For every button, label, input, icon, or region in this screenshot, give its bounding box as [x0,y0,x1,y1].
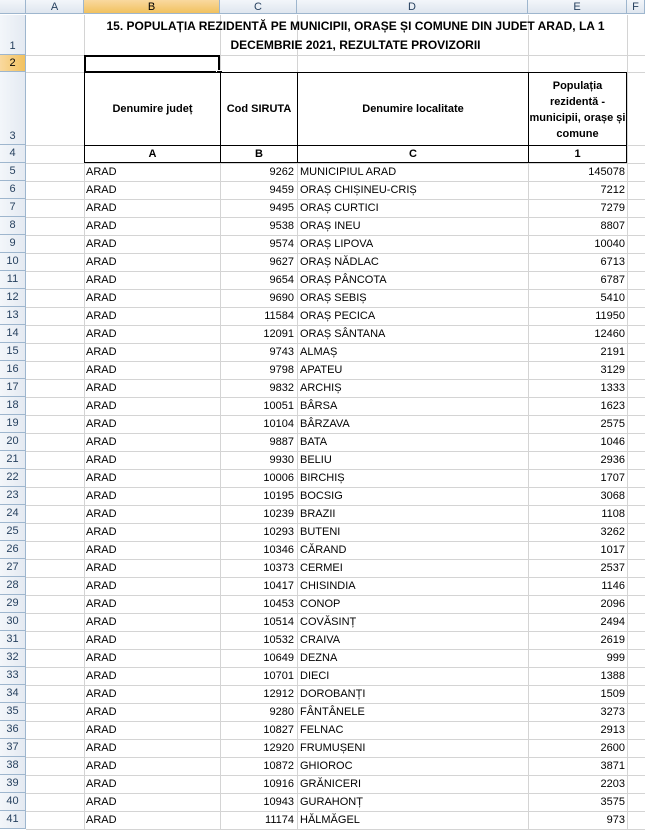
cell-judet[interactable]: ARAD [86,292,117,304]
cell-siruta[interactable]: 10417 [263,580,294,592]
cell-siruta[interactable]: 10827 [263,724,294,736]
cell-localitate[interactable]: HĂLMĂGEL [300,814,360,826]
cell-populatie[interactable]: 3262 [600,526,625,538]
row-header-25[interactable]: 25 [0,523,26,541]
cell-siruta[interactable]: 11174 [265,814,294,826]
row-header-37[interactable]: 37 [0,739,26,757]
row-header-30[interactable]: 30 [0,613,26,631]
cell-judet[interactable]: ARAD [86,616,117,628]
cell-localitate[interactable]: ALMAȘ [300,346,338,358]
cell-siruta[interactable]: 10293 [263,526,294,538]
cell-populatie[interactable]: 1707 [600,472,625,484]
cell-siruta[interactable]: 10239 [263,508,294,520]
sheet-title[interactable]: 15. POPULAȚIA REZIDENTĂ PE MUNICIPII, ORAȘE ȘI COMUNE DIN JUDET ARAD, LA 1 DECEMBRIE 2021, REZULTATE PROVIZORII [106,19,605,52]
cell-localitate[interactable]: ORAȘ SEBIȘ [300,292,367,304]
cell-localitate[interactable]: BELIU [300,454,332,466]
gridline-vertical [627,15,628,830]
row-header-24[interactable]: 24 [0,505,26,523]
cell-localitate[interactable]: ORAȘ NĂDLAC [300,256,379,268]
row-header-20[interactable]: 20 [0,433,26,451]
cell-populatie[interactable]: 2600 [600,742,625,754]
cell-populatie[interactable]: 999 [606,652,625,664]
table-row [84,775,627,793]
table-row [84,181,627,199]
cell-siruta[interactable]: 10006 [263,472,294,484]
row-header-32[interactable]: 32 [0,649,26,667]
table-row [84,505,627,523]
select-all-corner[interactable] [0,0,26,14]
row-header-6[interactable]: 6 [0,181,26,199]
cell-populatie[interactable]: 2619 [600,634,625,646]
cell-siruta[interactable]: 9262 [269,166,294,178]
header-populatie[interactable]: Populația rezidentă - municipii, orașe și comune [528,72,627,146]
cell-siruta[interactable]: 10373 [263,562,294,574]
row-header-7[interactable]: 7 [0,199,26,217]
cell-localitate[interactable]: DIECI [300,670,330,682]
cell-populatie[interactable]: 3575 [600,796,625,808]
table-row [84,415,627,433]
column-header-d[interactable]: D [297,0,528,14]
cell-populatie[interactable]: 1108 [601,508,625,520]
table-row [84,325,627,343]
cell-localitate[interactable]: CĂRAND [300,544,347,556]
cell-localitate[interactable]: CHISINDIA [300,580,356,592]
cell-siruta[interactable]: 10514 [263,616,294,628]
header-localitate[interactable]: Denumire localitate [297,72,529,146]
cell-localitate[interactable]: CRAIVA [300,634,341,646]
cell-judet[interactable]: ARAD [86,202,117,214]
cell-populatie[interactable]: 12460 [594,328,625,340]
cell-judet[interactable]: ARAD [86,436,117,448]
cell-populatie[interactable]: 973 [606,814,625,826]
cell-judet[interactable]: ARAD [86,688,117,700]
row-header-11[interactable]: 11 [0,271,26,289]
cell-localitate[interactable]: ORAȘ PÂNCOTA [300,274,387,286]
cell-localitate[interactable]: BIRCHIȘ [300,472,345,484]
cell-localitate[interactable]: COVĂSINȚ [300,616,357,628]
table-row [84,199,627,217]
cell-judet[interactable]: ARAD [86,778,117,790]
cell-siruta[interactable]: 10649 [263,652,294,664]
column-header-c[interactable]: C [220,0,297,14]
row-header-5[interactable]: 5 [0,163,26,181]
cell-siruta[interactable]: 9280 [269,706,294,718]
cell-populatie[interactable]: 3273 [600,706,625,718]
cell-siruta[interactable]: 10916 [263,778,294,790]
cell-populatie[interactable]: 3129 [600,364,625,376]
table-row [84,559,627,577]
table-row [84,379,627,397]
cell-siruta[interactable]: 12920 [263,742,294,754]
cell-judet[interactable]: ARAD [86,274,117,286]
row-header-35[interactable]: 35 [0,703,26,721]
cell-populatie[interactable]: 5410 [600,292,625,304]
row-header-21[interactable]: 21 [0,451,26,469]
cell-populatie[interactable]: 7212 [600,184,625,196]
row-header-23[interactable]: 23 [0,487,26,505]
table-row [84,361,627,379]
cell-judet[interactable]: ARAD [86,490,117,502]
cell-judet[interactable]: ARAD [86,526,117,538]
row-header-40[interactable]: 40 [0,793,26,811]
cell-localitate[interactable]: GURAHONȚ [300,796,363,808]
row-header-28[interactable]: 28 [0,577,26,595]
cell-judet[interactable]: ARAD [86,670,117,682]
cell-judet[interactable]: ARAD [86,310,117,322]
cell-localitate[interactable]: BUTENI [300,526,341,538]
cell-siruta[interactable]: 11584 [264,310,294,322]
cell-localitate[interactable]: FÂNTÂNELE [300,706,365,718]
cell-localitate[interactable]: FELNAC [300,724,344,736]
cell-siruta[interactable]: 9459 [269,184,294,196]
cell-judet[interactable]: ARAD [86,184,117,196]
table-row [84,649,627,667]
cell-populatie[interactable]: 2191 [600,346,625,358]
cell-judet[interactable]: ARAD [86,562,117,574]
row-header-17[interactable]: 17 [0,379,26,397]
cell-populatie[interactable]: 2537 [600,562,625,574]
cell-siruta[interactable]: 9495 [269,202,294,214]
cell-populatie[interactable]: 10040 [594,238,625,250]
row-header-31[interactable]: 31 [0,631,26,649]
header-letter-1[interactable]: 1 [528,145,627,163]
table-row [84,613,627,631]
cell-populatie[interactable]: 1623 [600,400,625,412]
cell-localitate[interactable]: ARCHIȘ [300,382,342,394]
cell-populatie[interactable]: 1146 [601,580,625,592]
table-row [84,271,627,289]
row-header-9[interactable]: 9 [0,235,26,253]
table-row [84,397,627,415]
cell-localitate[interactable]: BÂRZAVA [300,418,350,430]
row-header-3[interactable]: 3 [0,72,26,145]
active-cell-b2[interactable] [84,55,220,73]
cell-localitate[interactable]: ORAȘ LIPOVA [300,238,374,250]
row-header-8[interactable]: 8 [0,217,26,235]
cell-siruta[interactable]: 9654 [269,274,294,286]
table-row [84,433,627,451]
cell-localitate[interactable]: APATEU [300,364,343,376]
header-letter-b[interactable]: B [220,145,298,163]
header-judet[interactable]: Denumire județ [84,72,221,146]
cell-judet[interactable]: ARAD [86,796,117,808]
cell-siruta[interactable]: 9538 [269,220,294,232]
cell-populatie[interactable]: 2913 [600,724,625,736]
row-header-26[interactable]: 26 [0,541,26,559]
row-header-22[interactable]: 22 [0,469,26,487]
cell-localitate[interactable]: GHIOROC [300,760,353,772]
cell-siruta[interactable]: 12091 [263,328,294,340]
table-row [84,703,627,721]
cell-judet[interactable]: ARAD [86,724,117,736]
cell-populatie[interactable]: 3871 [600,760,625,772]
cell-siruta[interactable]: 10104 [263,418,294,430]
cell-judet[interactable]: ARAD [86,328,117,340]
table-row [84,811,627,829]
cell-judet[interactable]: ARAD [86,256,117,268]
cell-siruta[interactable]: 9574 [269,238,294,250]
table-row [84,289,627,307]
cell-localitate[interactable]: ORAȘ SÂNTANA [300,328,386,340]
table-row [84,523,627,541]
cell-judet[interactable]: ARAD [86,634,117,646]
header-siruta[interactable]: Cod SIRUTA [220,72,298,146]
table-row [84,235,627,253]
cell-populatie[interactable]: 8807 [600,220,625,232]
cell-siruta[interactable]: 12912 [263,688,294,700]
table-row [84,163,627,181]
column-header-e[interactable]: E [528,0,627,14]
cell-siruta[interactable]: 9690 [269,292,294,304]
row-header-34[interactable]: 34 [0,685,26,703]
row-header-15[interactable]: 15 [0,343,26,361]
row-header-36[interactable]: 36 [0,721,26,739]
row-header-41[interactable]: 41 [0,811,26,829]
row-header-10[interactable]: 10 [0,253,26,271]
cell-siruta[interactable]: 9930 [269,454,294,466]
table-row [84,577,627,595]
cell-localitate[interactable]: BATA [300,436,328,448]
table-row [84,541,627,559]
row-header-18[interactable]: 18 [0,397,26,415]
cell-populatie[interactable]: 1046 [600,436,625,448]
cell-populatie[interactable]: 1388 [600,670,625,682]
cell-populatie[interactable]: 11950 [595,310,625,322]
cell-populatie[interactable]: 2494 [600,616,625,628]
table-row [84,217,627,235]
cell-siruta[interactable]: 9887 [269,436,294,448]
cell-populatie[interactable]: 2575 [600,418,625,430]
table-row [84,451,627,469]
table-row [84,595,627,613]
row-header-14[interactable]: 14 [0,325,26,343]
cell-localitate[interactable]: BÂRSA [300,400,338,412]
cell-judet[interactable]: ARAD [86,580,117,592]
cell-localitate[interactable]: CERMEI [300,562,343,574]
table-row [84,667,627,685]
row-header-1[interactable]: 1 [0,15,26,55]
cell-judet[interactable]: ARAD [86,706,117,718]
cell-populatie[interactable]: 145078 [588,166,625,178]
cell-judet[interactable]: ARAD [86,238,117,250]
row-header-16[interactable]: 16 [0,361,26,379]
cell-judet[interactable]: ARAD [86,544,117,556]
column-header-f[interactable]: F [627,0,645,14]
row-header-38[interactable]: 38 [0,757,26,775]
cell-localitate[interactable]: BOCSIG [300,490,343,502]
cell-judet[interactable]: ARAD [86,418,117,430]
cell-siruta[interactable]: 10872 [263,760,294,772]
cell-siruta[interactable]: 10453 [263,598,294,610]
cell-populatie[interactable]: 1509 [600,688,625,700]
cell-judet[interactable]: ARAD [86,346,117,358]
cell-judet[interactable]: ARAD [86,166,117,178]
cell-populatie[interactable]: 1333 [600,382,625,394]
cell-siruta[interactable]: 10701 [263,670,294,682]
cell-judet[interactable]: ARAD [86,220,117,232]
cell-siruta[interactable]: 9832 [269,382,294,394]
cell-populatie[interactable]: 1017 [600,544,625,556]
cell-judet[interactable]: ARAD [86,400,117,412]
table-row [84,685,627,703]
cell-localitate[interactable]: BRAZII [300,508,336,520]
cell-localitate[interactable]: DEZNA [300,652,338,664]
cell-localitate[interactable]: ORAȘ CURTICI [300,202,379,214]
table-row [84,343,627,361]
cell-siruta[interactable]: 9798 [269,364,294,376]
row-header-27[interactable]: 27 [0,559,26,577]
header-letter-c[interactable]: C [297,145,529,163]
cell-populatie[interactable]: 7279 [600,202,625,214]
cell-judet[interactable]: ARAD [86,598,117,610]
cell-judet[interactable]: ARAD [86,472,117,484]
cell-judet[interactable]: ARAD [86,382,117,394]
table-row [84,631,627,649]
row-header-4[interactable]: 4 [0,145,26,163]
cell-populatie[interactable]: 2203 [600,778,625,790]
cell-judet[interactable]: ARAD [86,364,117,376]
cell-judet[interactable]: ARAD [86,760,117,772]
cell-siruta[interactable]: 10943 [263,796,294,808]
cell-localitate[interactable]: ORAȘ PECICA [300,310,376,322]
cell-siruta[interactable]: 9743 [269,346,294,358]
cell-siruta[interactable]: 10346 [263,544,294,556]
row-header-39[interactable]: 39 [0,775,26,793]
cell-populatie[interactable]: 3068 [600,490,625,502]
cell-siruta[interactable]: 10051 [263,400,294,412]
row-header-19[interactable]: 19 [0,415,26,433]
cell-localitate[interactable]: ORAȘ CHIȘINEU-CRIȘ [300,184,417,196]
row-header-33[interactable]: 33 [0,667,26,685]
cell-judet[interactable]: ARAD [86,814,117,826]
cell-siruta[interactable]: 10532 [263,634,294,646]
row-header-12[interactable]: 12 [0,289,26,307]
table-row [84,307,627,325]
table-row [84,757,627,775]
row-header-13[interactable]: 13 [0,307,26,325]
table-row [84,793,627,811]
cell-judet[interactable]: ARAD [86,652,117,664]
table-row [84,253,627,271]
row-header-29[interactable]: 29 [0,595,26,613]
cell-localitate[interactable]: ORAȘ INEU [300,220,361,232]
row-header-2[interactable]: 2 [0,55,26,72]
column-header-a[interactable]: A [26,0,84,14]
cell-localitate[interactable]: MUNICIPIUL ARAD [300,166,397,178]
cell-siruta[interactable]: 9627 [269,256,294,268]
cell-populatie[interactable]: 6787 [600,274,625,286]
cell-populatie[interactable]: 6713 [600,256,625,268]
cell-populatie[interactable]: 2936 [600,454,625,466]
table-row [84,487,627,505]
header-letter-a[interactable]: A [84,145,221,163]
column-header-b[interactable]: B [84,0,220,14]
cell-populatie[interactable]: 2096 [600,598,625,610]
table-row [84,739,627,757]
cell-localitate[interactable]: GRĂNICERI [300,778,362,790]
cell-localitate[interactable]: CONOP [300,598,341,610]
cell-siruta[interactable]: 10195 [263,490,294,502]
cell-judet[interactable]: ARAD [86,508,117,520]
table-row [84,721,627,739]
cell-localitate[interactable]: FRUMUȘENI [300,742,366,754]
cell-judet[interactable]: ARAD [86,454,117,466]
table-row [84,469,627,487]
cell-judet[interactable]: ARAD [86,742,117,754]
cell-localitate[interactable]: DOROBANȚI [300,688,366,700]
